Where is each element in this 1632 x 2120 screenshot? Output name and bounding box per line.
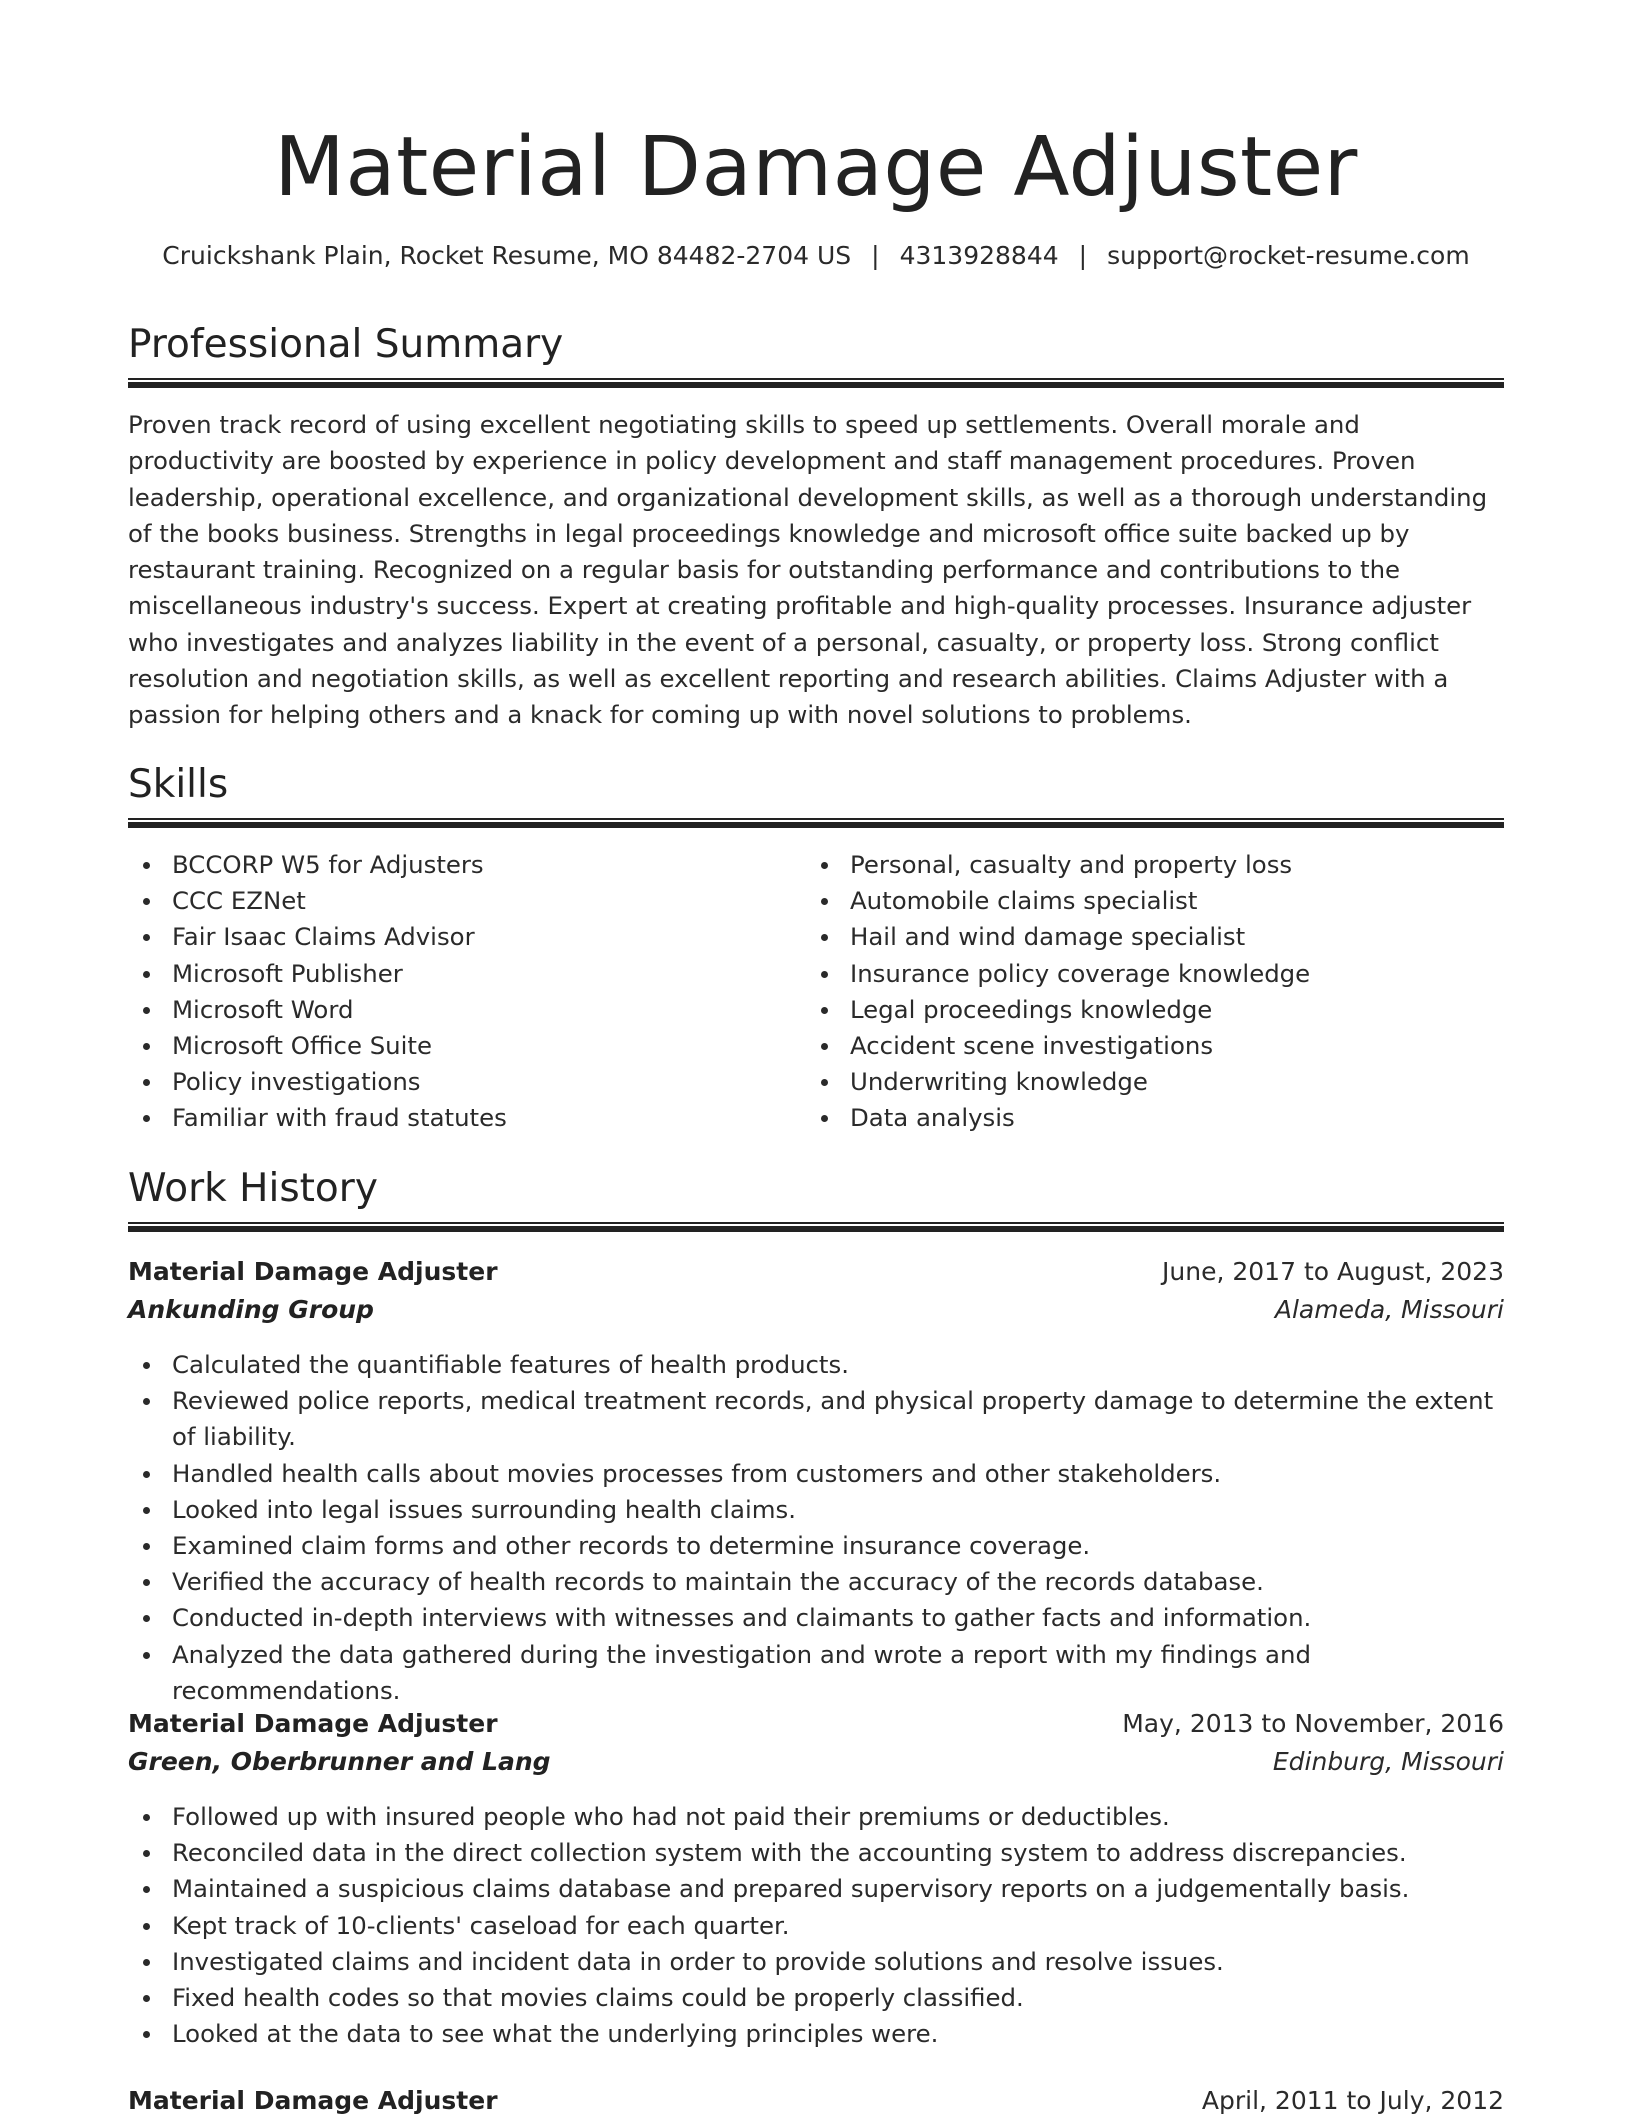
address: Cruickshank Plain, Rocket Resume, MO 84482-2704 US [162, 241, 852, 270]
job-header [128, 2082, 1504, 2120]
job-duties [128, 1347, 1504, 1709]
section-rule [128, 818, 1504, 828]
skill-item: Fair Isaac Claims Advisor [128, 919, 788, 955]
skill-item: Underwriting knowledge [806, 1064, 1466, 1100]
duty-item: Analyzed the data gathered during the investigation and wrote a report with my findings and recommendations. [128, 1637, 1504, 1709]
skill-item: Microsoft Publisher [128, 956, 788, 992]
skill-item: Legal proceedings knowledge [806, 992, 1466, 1028]
duty-item: Looked at the data to see what the underlying principles were. [128, 2016, 1504, 2052]
company-name: Green, Oberbrunner and Lang [128, 1747, 551, 1776]
skill-item: CCC EZNet [128, 883, 788, 919]
skill-item: Policy investigations [128, 1064, 788, 1100]
duty-item: Fixed health codes so that movies claims could be properly classified. [128, 1980, 1504, 2016]
job-location: Alameda, Missouri [1274, 1295, 1504, 1324]
duty-item: Calculated the quantifiable features of health products. [128, 1347, 1504, 1383]
skill-item: Data analysis [806, 1100, 1466, 1136]
duty-item: Kept track of 10-clients' caseload for each quarter. [128, 1908, 1504, 1944]
duty-item: Verified the accuracy of health records to maintain the accuracy of the records database. [128, 1564, 1504, 1600]
job-header [128, 1705, 1504, 1743]
skills-heading: Skills [128, 762, 229, 807]
summary-heading: Professional Summary [128, 322, 564, 367]
duty-item: Investigated claims and incident data in order to provide solutions and resolve issues. [128, 1944, 1504, 1980]
job-title: Material Damage Adjuster [128, 1709, 498, 1738]
duty-item: Looked into legal issues surrounding health claims. [128, 1492, 1504, 1528]
skill-item: Microsoft Office Suite [128, 1028, 788, 1064]
job-dates: June, 2017 to August, 2023 [1162, 1257, 1504, 1286]
phone: 4313928844 [899, 241, 1059, 270]
skill-item: Personal, casualty and property loss [806, 847, 1466, 883]
duty-item: Examined claim forms and other records to determine insurance coverage. [128, 1528, 1504, 1564]
duty-item: Followed up with insured people who had not paid their premiums or deductibles. [128, 1799, 1504, 1835]
section-rule [128, 1222, 1504, 1232]
job-location: Edinburg, Missouri [1272, 1747, 1504, 1776]
duty-item: Maintained a suspicious claims database and prepared supervisory reports on a judgementally basis. [128, 1871, 1504, 1907]
resume-title: Material Damage Adjuster [274, 120, 1358, 215]
duty-item: Reconciled data in the direct collection system with the accounting system to address discrepancies. [128, 1835, 1504, 1871]
work-heading: Work History [128, 1166, 378, 1211]
skill-item: BCCORP W5 for Adjusters [128, 847, 788, 883]
skill-item: Insurance policy coverage knowledge [806, 956, 1466, 992]
skill-item: Hail and wind damage specialist [806, 919, 1466, 955]
skill-item: Familiar with fraud statutes [128, 1100, 788, 1136]
duty-item: Conducted in-depth interviews with witnesses and claimants to gather facts and information. [128, 1600, 1504, 1636]
skill-item: Microsoft Word [128, 992, 788, 1028]
skills-list-left [128, 847, 788, 1137]
section-rule [128, 378, 1504, 388]
job-dates: April, 2011 to July, 2012 [1201, 2086, 1504, 2115]
contact-line [0, 236, 1632, 276]
job-subheader [128, 1291, 1504, 1329]
job-duties [128, 1799, 1504, 2052]
email: support@rocket-resume.com [1107, 241, 1470, 270]
job-title: Material Damage Adjuster [128, 2086, 498, 2115]
skill-item: Automobile claims specialist [806, 883, 1466, 919]
duty-item: Reviewed police reports, medical treatment records, and physical property damage to determine the extent of liability. [128, 1383, 1504, 1455]
summary-text: Proven track record of using excellent negotiating skills to speed up settlements. Overall morale and productivity are boosted by experience in policy development and staff management procedures. Proven leadership, operational excellence, and organizational development skills, as well as a thorough understanding of the books business. Strengths in legal proceedings knowledge and microsoft office suite backed up by restaurant training. Recognized on a regular basis for outstanding performance and contributions to the miscellaneous industry's success. Expert at creating profitable and high-quality processes. Insurance adjuster who investigates and analyzes liability in the event of a personal, casualty, or property loss. Strong conflict resolution and negotiation skills, as well as excellent reporting and research abilities. Claims Adjuster with a passion for helping others and a knack for coming up with novel solutions to problems. [128, 410, 1488, 730]
company-name: Ankunding Group [128, 1295, 374, 1324]
separator: | [1078, 241, 1088, 270]
job-dates: May, 2013 to November, 2016 [1122, 1709, 1504, 1738]
job-title: Material Damage Adjuster [128, 1257, 498, 1286]
skill-item: Accident scene investigations [806, 1028, 1466, 1064]
skills-list-right [806, 847, 1466, 1137]
job-header [128, 1253, 1504, 1291]
duty-item: Handled health calls about movies processes from customers and other stakeholders. [128, 1456, 1504, 1492]
job-subheader [128, 1743, 1504, 1781]
separator: | [871, 241, 880, 270]
